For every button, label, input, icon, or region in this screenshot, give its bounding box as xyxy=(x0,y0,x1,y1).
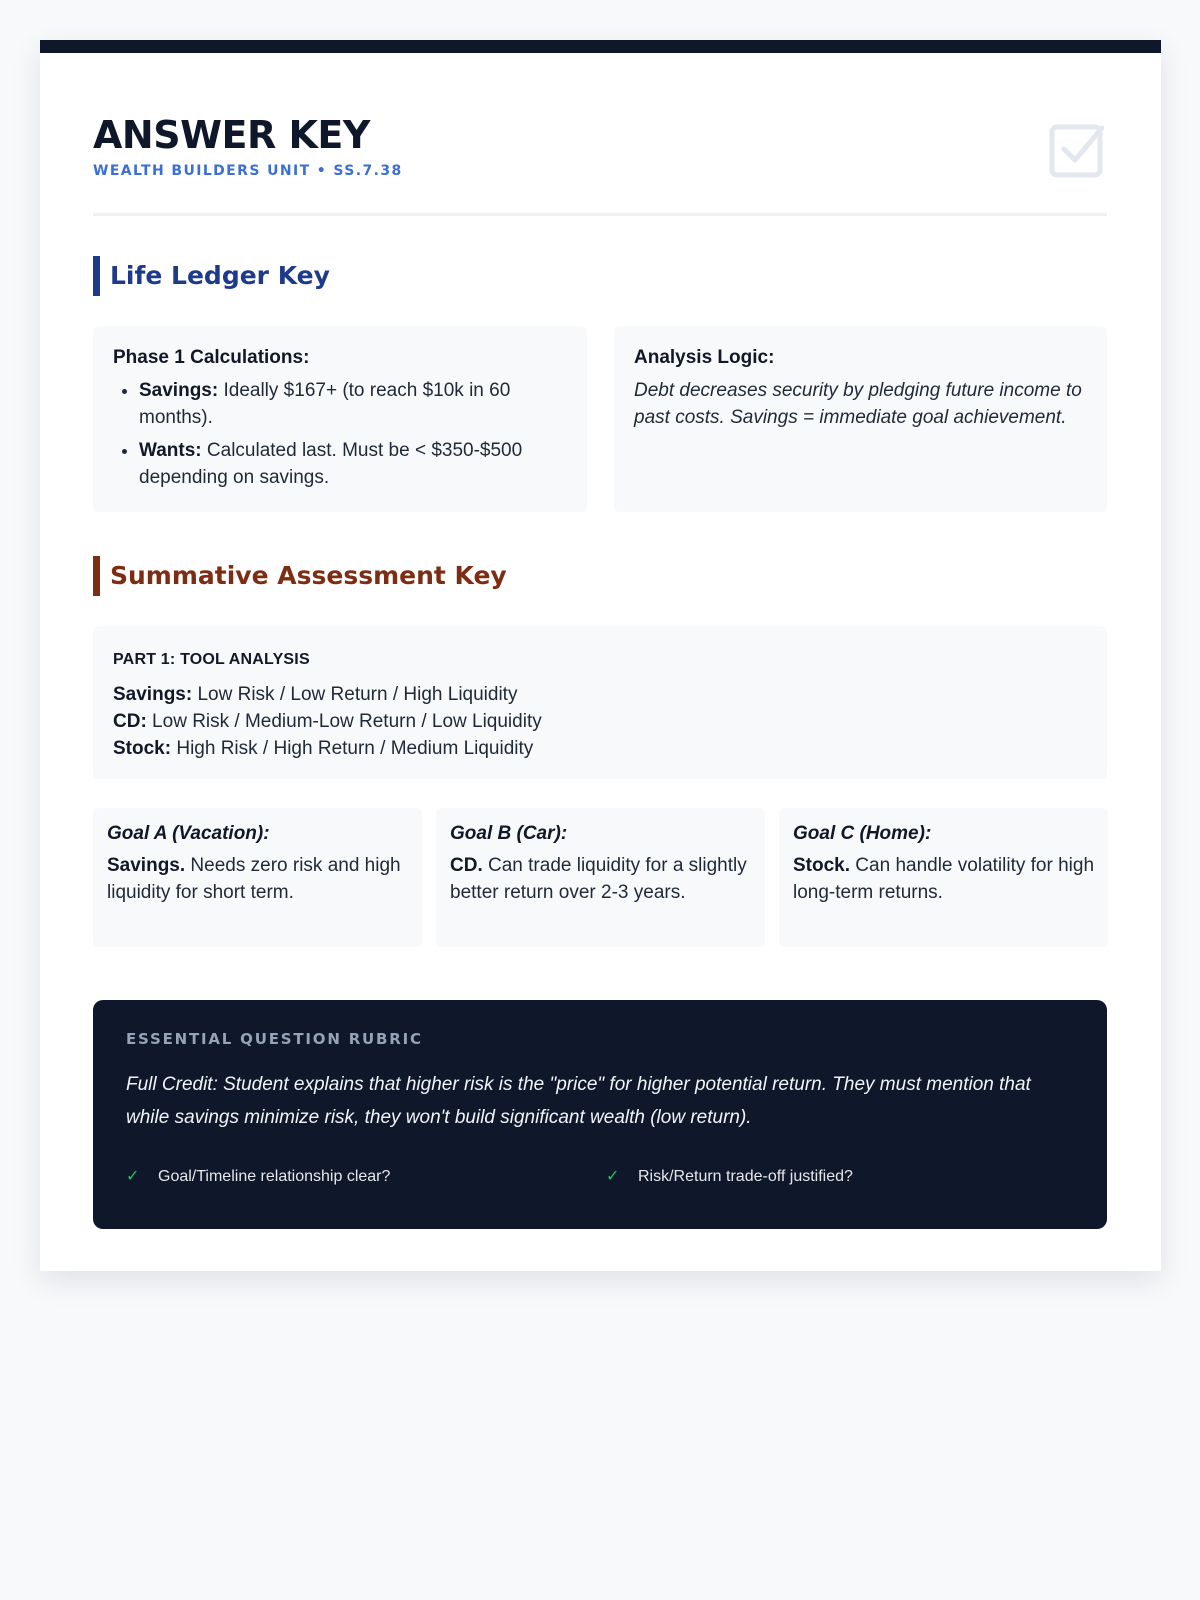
goal-answer-term: Savings. xyxy=(107,855,186,876)
logic-text: Debt decreases security by pledging future income to past costs. Savings = immediate goal achievement. xyxy=(634,380,1082,428)
analysis-logic-card xyxy=(614,326,1107,512)
goal-answer-text: Can trade liquidity for a slightly better return over 2-3 years. xyxy=(450,855,747,903)
tool-row xyxy=(113,735,1087,762)
rubric-check-text: Goal/Timeline relationship clear? xyxy=(158,1168,391,1185)
goal-answer xyxy=(793,852,1094,906)
logic-label: Analysis Logic: xyxy=(634,347,775,368)
goal-answer-term: Stock. xyxy=(793,855,851,876)
rubric-checklist xyxy=(126,1165,1086,1189)
rubric-check-item xyxy=(126,1165,390,1189)
checkmark-icon: ✓ xyxy=(606,1168,620,1185)
rubric-check-text: Risk/Return trade-off justified? xyxy=(638,1168,853,1185)
tool-row xyxy=(113,708,1087,735)
page-header xyxy=(93,113,1107,216)
goal-answer xyxy=(107,852,408,906)
calc-list xyxy=(113,377,567,491)
goal-title: Goal A (Vacation): xyxy=(107,823,270,844)
goal-answer xyxy=(450,852,751,906)
page-title: ANSWER KEY xyxy=(93,113,370,157)
rubric-text: Full Credit: Student explains that higher risk is the "price" for higher potential return. They must mention that while savings minimize risk, they won't build significant wealth (low return). xyxy=(126,1074,1031,1128)
goal-answer-text: Needs zero risk and high liquidity for short term. xyxy=(107,855,401,903)
list-item xyxy=(139,377,567,431)
item-term: Wants: xyxy=(139,440,202,461)
list-item xyxy=(139,437,567,491)
item-term: Savings: xyxy=(139,380,219,401)
phase1-calculations-card xyxy=(93,326,587,512)
goal-title: Goal B (Car): xyxy=(450,823,568,844)
goal-b-card xyxy=(436,808,765,947)
tool-analysis-card xyxy=(93,626,1107,779)
tool-row xyxy=(113,681,1087,708)
answer-key-page xyxy=(40,40,1161,1271)
goal-a-card xyxy=(93,808,422,947)
checkmark-icon: ✓ xyxy=(126,1168,140,1185)
goal-title: Goal C (Home): xyxy=(793,823,932,844)
tool-text: Low Risk / Medium-Low Return / Low Liquidity xyxy=(146,711,542,732)
tool-analysis-heading: PART 1: TOOL ANALYSIS xyxy=(113,651,310,668)
tool-term: Stock: xyxy=(113,738,172,759)
rubric-label: ESSENTIAL QUESTION RUBRIC xyxy=(126,1030,423,1048)
calc-label: Phase 1 Calculations: xyxy=(113,347,310,368)
goal-c-card xyxy=(779,808,1108,947)
tool-term: Savings: xyxy=(113,684,193,705)
tool-term: CD: xyxy=(113,711,147,732)
page-subtitle: WEALTH BUILDERS UNIT • SS.7.38 xyxy=(93,163,403,179)
rubric-check-item xyxy=(606,1165,853,1189)
goal-answer-text: Can handle volatility for high long-term returns. xyxy=(793,855,1095,903)
goal-answer-term: CD. xyxy=(450,855,483,876)
essential-question-rubric xyxy=(93,1000,1107,1229)
item-text: Calculated last. Must be < $350-$500 depending on savings. xyxy=(139,440,523,488)
summative-heading: Summative Assessment Key xyxy=(93,556,507,596)
checkbox-checked-icon xyxy=(1047,119,1107,179)
tool-text: High Risk / High Return / Medium Liquidity xyxy=(171,738,534,759)
tool-text: Low Risk / Low Return / High Liquidity xyxy=(192,684,518,705)
item-text: Ideally $167+ (to reach $10k in 60 months). xyxy=(139,380,511,428)
life-ledger-heading: Life Ledger Key xyxy=(93,256,330,296)
